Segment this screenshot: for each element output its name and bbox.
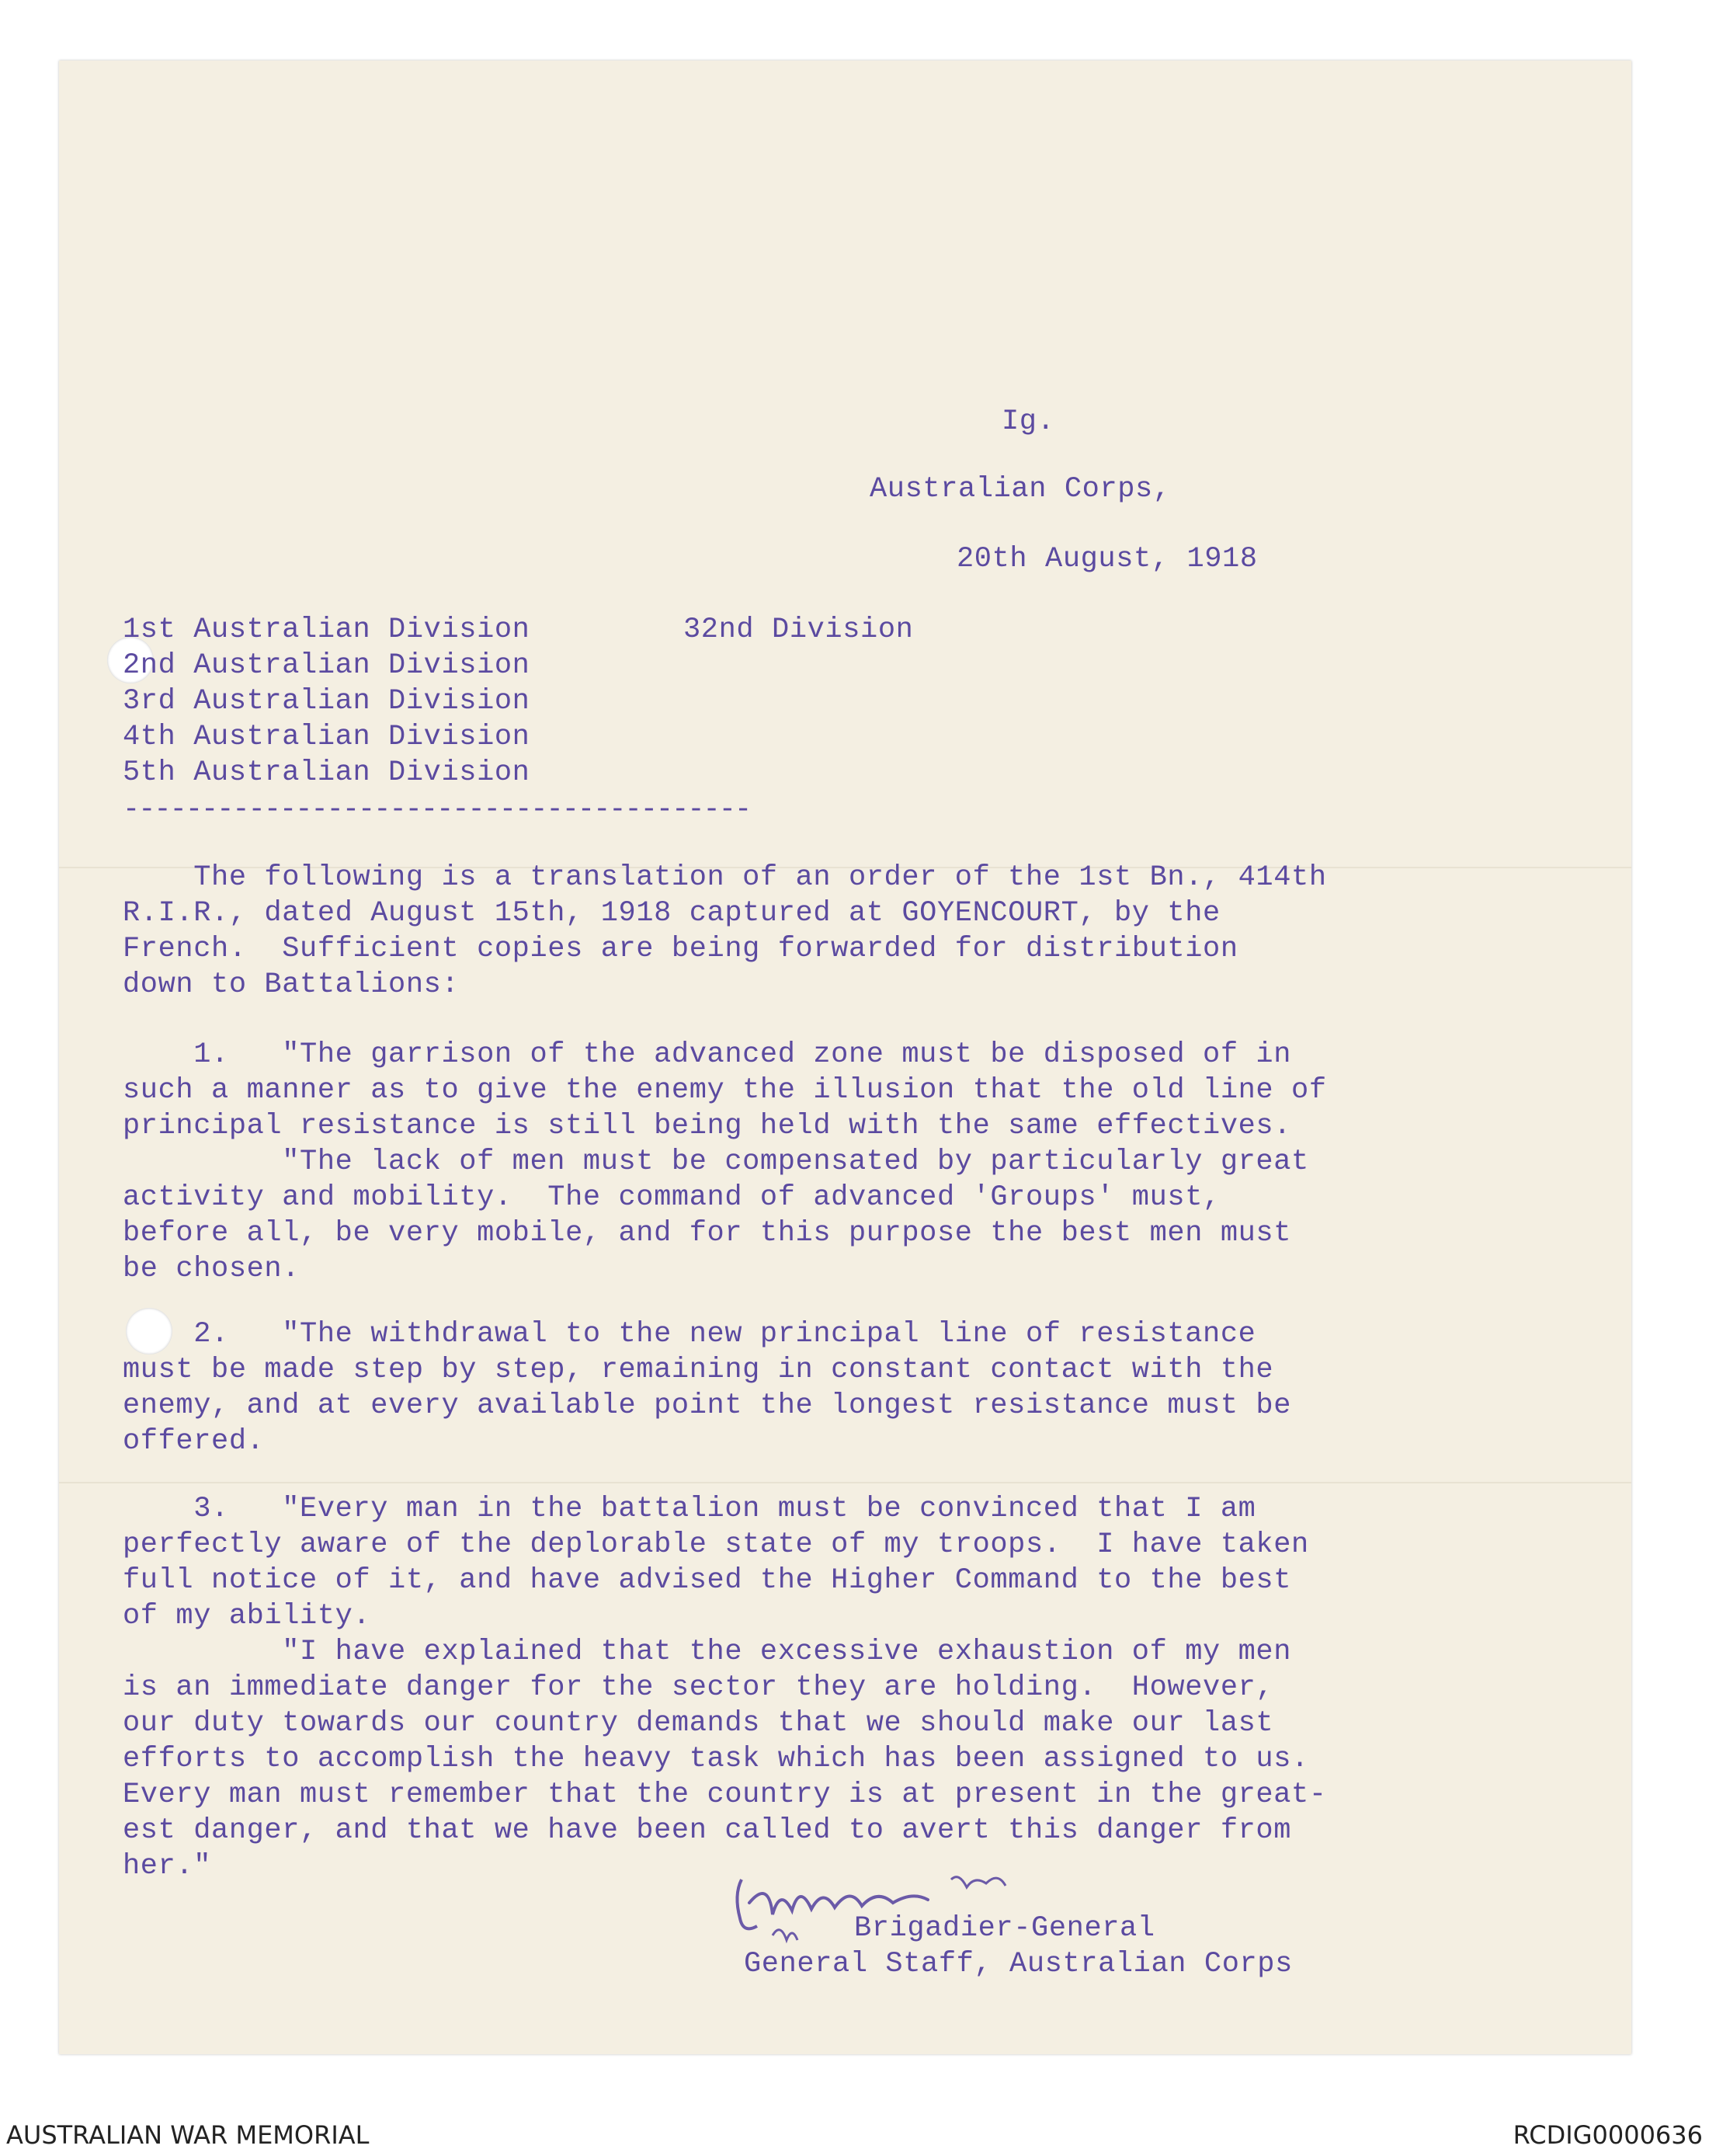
archive-credit: AUSTRALIAN WAR MEMORIAL <box>6 2120 370 2150</box>
text-line: activity and mobility. The command of advanced 'Groups' must, <box>123 1181 1221 1214</box>
text-line: her." <box>123 1850 212 1883</box>
text-line: principal resistance is still being held with the same effectives. <box>123 1110 1292 1142</box>
fold-line <box>59 1482 1631 1483</box>
distribution-item: 32nd Division <box>683 614 914 646</box>
distribution-item: 1st Australian Division <box>123 614 530 646</box>
text-line: 2. "The withdrawal to the new principal line of resistance <box>123 1318 1256 1351</box>
text-line: est danger, and that we have been called to avert this danger from <box>123 1814 1292 1847</box>
text-line: efforts to accomplish the heavy task which has been assigned to us. <box>123 1743 1309 1775</box>
text-line: 1. "The garrison of the advanced zone must be disposed of in <box>123 1038 1292 1071</box>
reference-mark: Ig. <box>1002 405 1055 438</box>
text-line: Every man must remember that the country is at present in the great- <box>123 1779 1327 1811</box>
distribution-item: 2nd Australian Division <box>123 649 530 682</box>
text-line: perfectly aware of the deplorable state of my troops. I have taken <box>123 1528 1309 1561</box>
text-line: of my ability. <box>123 1600 371 1633</box>
text-line: The following is a translation of an order of the 1st Bn., 414th <box>123 861 1327 894</box>
divider-rule: ---------------------------------------- <box>123 794 751 826</box>
text-line: is an immediate danger for the sector they are holding. However, <box>123 1671 1274 1704</box>
signatory-office: General Staff, Australian Corps <box>744 1948 1293 1980</box>
text-line: offered. <box>123 1425 265 1458</box>
letter-date: 20th August, 1918 <box>957 543 1258 576</box>
text-line: R.I.R., dated August 15th, 1918 captured at GOYENCOURT, by the <box>123 897 1221 930</box>
text-line: "The lack of men must be compensated by particularly great <box>123 1146 1309 1178</box>
text-line: enemy, and at every available point the longest resistance must be <box>123 1389 1292 1422</box>
text-line: full notice of it, and have advised the Higher Command to the best <box>123 1564 1292 1597</box>
text-line: before all, be very mobile, and for this purpose the best men must <box>123 1217 1292 1250</box>
text-line: "I have explained that the excessive exhaustion of my men <box>123 1636 1292 1668</box>
distribution-item: 4th Australian Division <box>123 721 530 753</box>
signatory-rank: Brigadier-General <box>854 1912 1155 1945</box>
text-line: must be made step by step, remaining in constant contact with the <box>123 1354 1274 1386</box>
sender: Australian Corps, <box>870 473 1171 506</box>
distribution-item: 3rd Australian Division <box>123 685 530 718</box>
text-line: down to Battalions: <box>123 968 460 1001</box>
text-line: our duty towards our country demands that we should make our last <box>123 1707 1274 1740</box>
text-line: French. Sufficient copies are being forwarded for distribution <box>123 933 1238 965</box>
text-line: be chosen. <box>123 1253 300 1285</box>
archive-id: RCDIG0000636 <box>1513 2120 1703 2150</box>
text-line: 3. "Every man in the battalion must be convinced that I am <box>123 1493 1256 1525</box>
text-line: such a manner as to give the enemy the illusion that the old line of <box>123 1074 1327 1107</box>
distribution-item: 5th Australian Division <box>123 756 530 789</box>
